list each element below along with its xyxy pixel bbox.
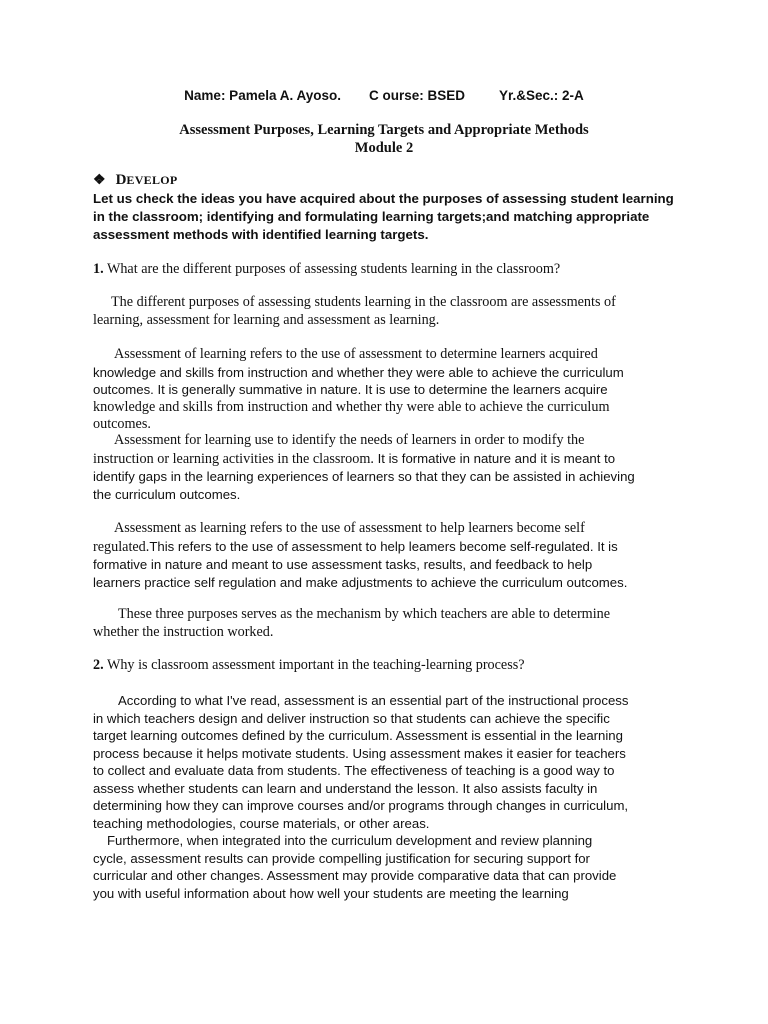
assessment-for-learning-paragraph: Assessment for learning use to identify the needs of learners in order to modify the instruction or learning activities in the classroom. It is formative in nature and it is meant to identify gaps in the learning experiences of learners so that they can be assisted in achieving the curriculum outcomes. xyxy=(93,432,635,502)
student-info-header xyxy=(0,88,768,103)
answer-paragraph-2: According to what I've read, assessment is an essential part of the instructional process in which teachers design and deliver instruction so that students can achieve the specific target learning outcomes defined by the curriculum. Assessment is essential in the learning process because it helps motivate students. Using assessment makes it easier for teachers to collect and evaluate data from students. The effectiveness of teaching is a good way to assess whether students can learn and understand the lesson. It also assists faculty in determining how they can improve courses and/or programs through changes in curriculum, teaching methodologies, course materials, or other areas. Furthermore, when integrated into the curriculum development and review planning cycle, assessment results can provide compelling justification for securing support for curricular and other changes. Assessment may provide comparative data that can provide you with useful information about how well your students are meeting the learning xyxy=(93,693,629,901)
title-line-2: Module 2 xyxy=(354,140,414,156)
question-number: 1. xyxy=(93,261,104,277)
student-name: Name: Pamela A. Ayoso. xyxy=(184,88,341,103)
question-text: Why is classroom assessment important in the teaching-learning process? xyxy=(106,657,525,673)
three-purposes-paragraph: These three purposes serves as the mechanism by which teachers are able to determine whether the instruction worked. xyxy=(93,606,611,640)
title-line-1: Assessment Purposes, Learning Targets and Appropriate Methods xyxy=(179,122,589,138)
develop-heading: ❖ DEVELOP xyxy=(93,172,178,188)
intro-paragraph: Let us check the ideas you have acquired about the purposes of assessing student learning in the classroom; identifying and formulating learning targets;and matching appropriate assessment methods with identified learning targets. xyxy=(93,191,674,242)
student-course: C ourse: BSED xyxy=(368,88,466,103)
assessment-of-learning-paragraph: Assessment of learning refers to the use of assessment to determine learners acquired knowledge and skills from instruction and whether they were able to achieve the curriculum outcomes. It is generally summative in nature. It is use to determine the learners acquire knowledge and skills from instruction and whether thy were able to achieve the curriculum outcomes. xyxy=(93,346,624,432)
question-number: 2. xyxy=(93,657,104,673)
answer-paragraph-1: The different purposes of assessing students learning in the classroom are assessments of learning, assessment for learning and assessment as learning. xyxy=(93,294,616,328)
diamond-bullet-icon: ❖ xyxy=(93,173,106,188)
assessment-as-learning-paragraph: Assessment as learning refers to the use of assessment to help learners become self regulated.This refers to the use of assessment to help leamers become self-regulated. It is formative in nature and meant to use assessment tasks, results, and feedback to help learners practice self regulation and make adjustments to achieve the curriculum outcomes. xyxy=(93,520,628,590)
question-2 xyxy=(93,657,693,674)
document-title xyxy=(0,121,768,157)
student-year-section: Yr.&Sec.: 2-A xyxy=(499,88,584,103)
question-text: What are the different purposes of assessing students learning in the classroom? xyxy=(106,261,561,277)
question-1 xyxy=(93,261,693,278)
